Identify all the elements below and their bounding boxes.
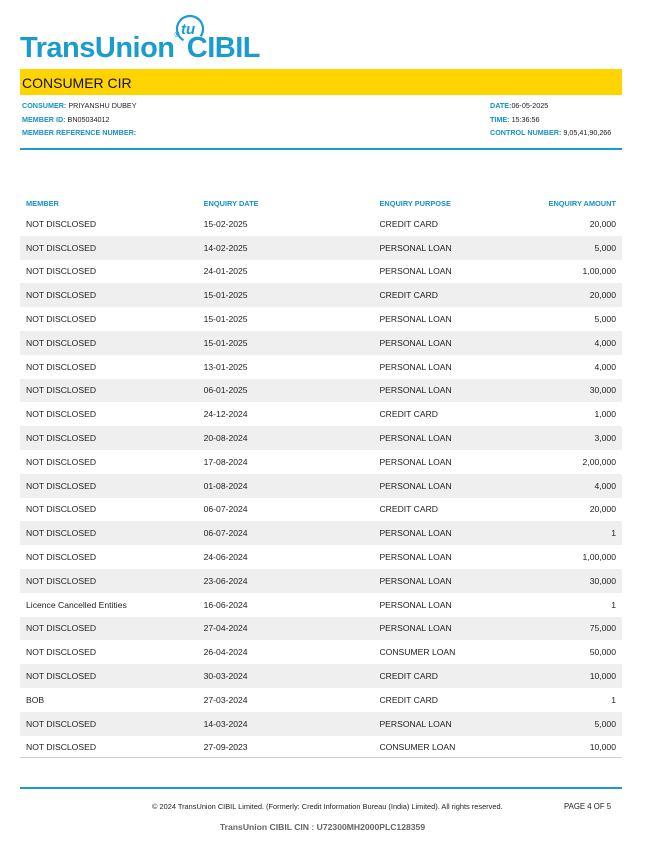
cell-member: NOT DISCLOSED bbox=[26, 742, 97, 753]
title-bar bbox=[20, 69, 622, 95]
cell-enquiry-date: 24-06-2024 bbox=[203, 552, 248, 563]
member-id-line bbox=[22, 115, 110, 124]
control-label: CONTROL NUMBER: bbox=[490, 128, 562, 137]
transunion-cibil-logo bbox=[20, 14, 320, 64]
cell-enquiry-purpose: PERSONAL LOAN bbox=[373, 236, 535, 260]
table-row bbox=[20, 736, 622, 760]
header-divider bbox=[20, 148, 622, 150]
logo-transunion: TransUnion bbox=[20, 32, 175, 64]
table-row bbox=[20, 426, 622, 450]
page-number: PAGE 4 OF 5 bbox=[564, 802, 612, 811]
cell-enquiry-purpose: PERSONAL LOAN bbox=[373, 569, 535, 593]
time-line bbox=[490, 115, 540, 124]
cell-enquiry-purpose: PERSONAL LOAN bbox=[379, 266, 452, 277]
cell-enquiry-purpose: CREDIT CARD bbox=[373, 283, 535, 307]
member-id-label: MEMBER ID: bbox=[22, 115, 66, 124]
cell-enquiry-purpose: PERSONAL LOAN bbox=[373, 331, 535, 355]
table-row bbox=[20, 498, 622, 522]
table-row bbox=[20, 640, 622, 664]
page-title: CONSUMER CIR bbox=[22, 75, 132, 91]
consumer-label: CONSUMER: bbox=[22, 101, 67, 110]
cell-enquiry-date: 30-03-2024 bbox=[198, 664, 374, 688]
cell-enquiry-date: 16-06-2024 bbox=[203, 599, 248, 610]
cell-enquiry-amount: 1 bbox=[611, 694, 616, 705]
cell-enquiry-amount: 30,000 bbox=[535, 569, 622, 593]
company-cin: TransUnion CIBIL CIN : U72300MH2000PLC128359 bbox=[219, 822, 426, 832]
cell-enquiry-amount: 1 bbox=[535, 521, 622, 545]
cell-enquiry-amount: 75,000 bbox=[535, 617, 622, 641]
cell-member: NOT DISCLOSED bbox=[20, 664, 198, 688]
cell-enquiry-date: 13-01-2025 bbox=[203, 361, 248, 372]
cell-enquiry-amount: 30,000 bbox=[535, 379, 622, 403]
cell-enquiry-amount: 1,00,000 bbox=[582, 552, 616, 563]
table-row bbox=[20, 664, 622, 688]
cell-enquiry-date: 14-02-2025 bbox=[198, 236, 374, 260]
cell-enquiry-amount: 20,000 bbox=[589, 504, 616, 515]
footer-divider bbox=[20, 787, 622, 789]
time-value: 15:36:56 bbox=[511, 115, 540, 124]
table-row bbox=[20, 355, 622, 379]
cell-enquiry-amount: 3,000 bbox=[535, 426, 622, 450]
table-row bbox=[20, 402, 622, 426]
cell-member: BOB bbox=[26, 694, 45, 705]
member-ref-line bbox=[22, 128, 136, 137]
cell-enquiry-date: 15-02-2025 bbox=[203, 218, 248, 229]
cell-enquiry-amount: 10,000 bbox=[589, 742, 616, 753]
cell-enquiry-purpose: PERSONAL LOAN bbox=[379, 456, 452, 467]
logo-reg-mark: ® bbox=[174, 32, 180, 39]
date-value: 06-05-2025 bbox=[511, 101, 549, 110]
cell-enquiry-purpose: PERSONAL LOAN bbox=[379, 552, 452, 563]
cell-enquiry-date: 27-04-2024 bbox=[198, 617, 374, 641]
enquiry-table bbox=[20, 194, 622, 759]
cell-enquiry-amount: 4,000 bbox=[535, 331, 622, 355]
cell-enquiry-purpose: CREDIT CARD bbox=[373, 664, 535, 688]
cell-enquiry-purpose: CREDIT CARD bbox=[379, 504, 439, 515]
cell-enquiry-purpose: PERSONAL LOAN bbox=[379, 314, 452, 325]
table-row bbox=[20, 474, 622, 498]
table-row bbox=[20, 331, 622, 355]
cell-enquiry-purpose: CREDIT CARD bbox=[379, 694, 439, 705]
tu-mark-text: tu bbox=[181, 21, 196, 38]
consumer-line bbox=[22, 101, 137, 110]
cell-member: NOT DISCLOSED bbox=[20, 521, 198, 545]
cell-member: NOT DISCLOSED bbox=[26, 456, 97, 467]
table-row bbox=[20, 379, 622, 403]
tu-circle-icon bbox=[172, 14, 208, 46]
cell-enquiry-purpose: PERSONAL LOAN bbox=[379, 599, 452, 610]
cell-enquiry-purpose: CONSUMER LOAN bbox=[379, 742, 456, 753]
cell-enquiry-purpose: CREDIT CARD bbox=[379, 218, 439, 229]
table-row bbox=[20, 212, 622, 236]
table-row bbox=[20, 283, 622, 307]
cell-enquiry-purpose: PERSONAL LOAN bbox=[373, 617, 535, 641]
cell-enquiry-date: 15-01-2025 bbox=[203, 314, 248, 325]
cell-enquiry-purpose: CONSUMER LOAN bbox=[379, 647, 456, 658]
cell-member: NOT DISCLOSED bbox=[20, 474, 198, 498]
table-row bbox=[20, 545, 622, 569]
cell-enquiry-amount: 10,000 bbox=[535, 664, 622, 688]
table-row bbox=[20, 569, 622, 593]
cell-enquiry-date: 24-01-2025 bbox=[203, 266, 248, 277]
table-row bbox=[20, 450, 622, 474]
cell-member: NOT DISCLOSED bbox=[20, 331, 198, 355]
cell-member: NOT DISCLOSED bbox=[26, 504, 97, 515]
cell-member: NOT DISCLOSED bbox=[20, 283, 198, 307]
cell-enquiry-amount: 1,000 bbox=[594, 409, 616, 420]
cell-enquiry-amount: 5,000 bbox=[594, 314, 616, 325]
table-row bbox=[20, 593, 622, 617]
cell-member: NOT DISCLOSED bbox=[26, 218, 97, 229]
cell-enquiry-amount: 4,000 bbox=[535, 474, 622, 498]
header-enquiry-purpose: ENQUIRY PURPOSE bbox=[379, 198, 451, 208]
cell-enquiry-date: 01-08-2024 bbox=[198, 474, 374, 498]
cell-enquiry-purpose: PERSONAL LOAN bbox=[373, 712, 535, 736]
cell-enquiry-purpose: CREDIT CARD bbox=[379, 409, 439, 420]
consumer-value: PRIYANSHU DUBEY bbox=[68, 101, 137, 110]
cell-enquiry-date: 27-03-2024 bbox=[203, 694, 248, 705]
table-row bbox=[20, 712, 622, 736]
cell-enquiry-purpose: PERSONAL LOAN bbox=[373, 426, 535, 450]
cell-enquiry-amount: 5,000 bbox=[535, 712, 622, 736]
cell-enquiry-purpose: PERSONAL LOAN bbox=[373, 521, 535, 545]
table-header-row bbox=[20, 194, 622, 212]
logo-cibil: CIBIL bbox=[186, 32, 260, 64]
table-row bbox=[20, 307, 622, 331]
cell-enquiry-date: 15-01-2025 bbox=[198, 331, 374, 355]
cell-member: NOT DISCLOSED bbox=[26, 266, 97, 277]
cell-enquiry-amount: 20,000 bbox=[535, 283, 622, 307]
cell-enquiry-date: 26-04-2024 bbox=[203, 647, 248, 658]
table-row bbox=[20, 260, 622, 284]
cell-enquiry-amount: 2,00,000 bbox=[582, 456, 616, 467]
cell-enquiry-amount: 1,00,000 bbox=[582, 266, 616, 277]
header-member: MEMBER bbox=[26, 198, 59, 208]
copyright-text: © 2024 TransUnion CIBIL Limited. (Formerly: Credit Information Bureau (India) Limited). All rights reserved. bbox=[152, 802, 503, 811]
cell-member: NOT DISCLOSED bbox=[26, 361, 97, 372]
cell-enquiry-date: 15-01-2025 bbox=[198, 283, 374, 307]
cell-member: NOT DISCLOSED bbox=[20, 236, 198, 260]
member-id-value: BN05034012 bbox=[67, 115, 110, 124]
cell-member: NOT DISCLOSED bbox=[20, 617, 198, 641]
cell-enquiry-date: 20-08-2024 bbox=[198, 426, 374, 450]
cell-enquiry-amount: 50,000 bbox=[589, 647, 616, 658]
cell-enquiry-date: 06-07-2024 bbox=[198, 521, 374, 545]
control-number-line bbox=[490, 128, 611, 137]
cell-member: Licence Cancelled Entities bbox=[26, 599, 127, 610]
cell-member: NOT DISCLOSED bbox=[20, 712, 198, 736]
cell-enquiry-date: 06-07-2024 bbox=[203, 504, 248, 515]
cell-member: NOT DISCLOSED bbox=[20, 379, 198, 403]
cell-member: NOT DISCLOSED bbox=[26, 409, 97, 420]
header-enquiry-amount: ENQUIRY AMOUNT bbox=[548, 198, 616, 208]
cell-member: NOT DISCLOSED bbox=[20, 569, 198, 593]
table-end-divider bbox=[20, 757, 622, 758]
date-label: DATE: bbox=[490, 101, 512, 110]
cell-member: NOT DISCLOSED bbox=[26, 552, 97, 563]
table-row bbox=[20, 617, 622, 641]
cell-enquiry-amount: 20,000 bbox=[589, 218, 616, 229]
time-label: TIME: bbox=[490, 115, 510, 124]
cell-enquiry-amount: 5,000 bbox=[535, 236, 622, 260]
date-line bbox=[490, 101, 548, 110]
table-row bbox=[20, 688, 622, 712]
logo-wordmark bbox=[20, 32, 260, 65]
table-row bbox=[20, 236, 622, 260]
control-value: 9,05,41,90,266 bbox=[563, 128, 612, 137]
cell-member: NOT DISCLOSED bbox=[26, 314, 97, 325]
cell-enquiry-date: 27-09-2023 bbox=[203, 742, 248, 753]
cell-enquiry-amount: 4,000 bbox=[594, 361, 616, 372]
header-enquiry-date: ENQUIRY DATE bbox=[203, 198, 259, 208]
cell-enquiry-date: 17-08-2024 bbox=[203, 456, 248, 467]
member-ref-label: MEMBER REFERENCE NUMBER: bbox=[22, 128, 137, 137]
cell-enquiry-purpose: PERSONAL LOAN bbox=[373, 474, 535, 498]
cell-enquiry-purpose: PERSONAL LOAN bbox=[379, 361, 452, 372]
cell-enquiry-amount: 1 bbox=[611, 599, 616, 610]
cell-enquiry-date: 06-01-2025 bbox=[198, 379, 374, 403]
cell-enquiry-date: 14-03-2024 bbox=[198, 712, 374, 736]
cell-member: NOT DISCLOSED bbox=[20, 426, 198, 450]
cell-enquiry-date: 24-12-2024 bbox=[203, 409, 248, 420]
cell-enquiry-purpose: PERSONAL LOAN bbox=[373, 379, 535, 403]
cell-member: NOT DISCLOSED bbox=[26, 647, 97, 658]
cell-enquiry-date: 23-06-2024 bbox=[198, 569, 374, 593]
table-row bbox=[20, 521, 622, 545]
